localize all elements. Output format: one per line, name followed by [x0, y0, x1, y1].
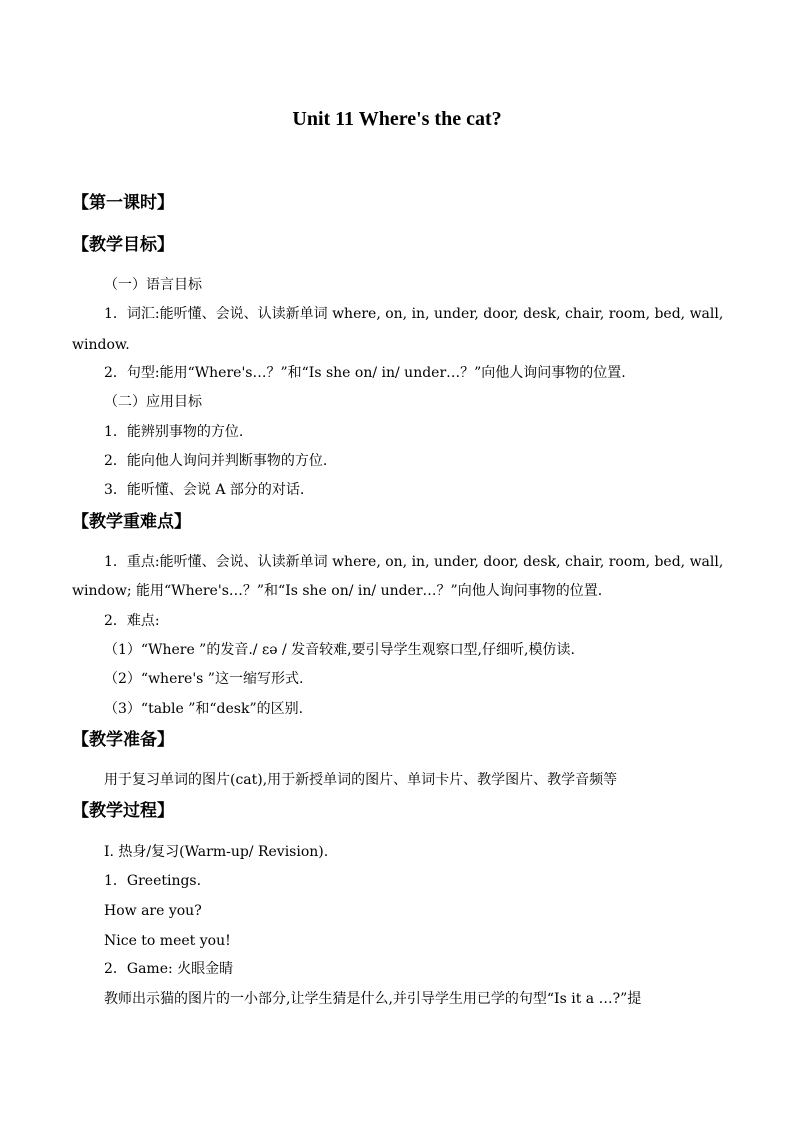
greeting-nice: Nice to meet you!: [104, 933, 231, 949]
process-heading: 【教学过程】: [72, 801, 174, 821]
key-point-1: 1．重点:能听懂、会说、认读新单词 where, on, in, under, door, desk, chair, room, bed, wall,: [104, 554, 724, 570]
app-goal-1: 1．能辨别事物的方位.: [104, 424, 244, 440]
process-step-1: I. 热身/复习(Warm-up/ Revision).: [104, 844, 329, 860]
difficulty-1: （1）“Where ”的发音./ εə / 发音较难,要引导学生观察口型,仔细听,模仿读.: [104, 642, 575, 658]
lesson-heading: 【第一课时】: [72, 193, 174, 213]
key-point-2: 2．难点:: [104, 613, 160, 629]
difficulty-2: （2）“where's ”这一缩写形式.: [104, 671, 304, 687]
app-goal-3: 3．能听懂、会说 A 部分的对话.: [104, 482, 305, 498]
key-points-heading: 【教学重难点】: [72, 512, 191, 532]
goals-heading: 【教学目标】: [72, 235, 174, 255]
app-goal-2: 2．能向他人询问并判断事物的方位.: [104, 453, 328, 469]
prep-heading: 【教学准备】: [72, 730, 174, 750]
lang-goal-title: （一）语言目标: [104, 277, 202, 293]
game-description: 教师出示猫的图片的一小部分,让学生猜是什么,并引导学生用已学的句型“Is it a …?”提: [104, 991, 642, 1007]
key-point-1-cont: window; 能用“Where's…？”和“Is she on/ in/ under…？”向他人询问事物的位置.: [72, 583, 603, 599]
difficulty-3: （3）“table ”和“desk”的区别.: [104, 701, 304, 717]
lang-goal-1: 1．词汇:能听懂、会说、认读新单词 where, on, in, under, door, desk, chair, room, bed, wall,: [104, 306, 724, 322]
lang-goal-1-cont: window.: [72, 337, 130, 353]
game-label: 2．Game: 火眼金睛: [104, 961, 234, 977]
greetings-label: 1．Greetings.: [104, 873, 202, 889]
document-title: Unit 11 Where's the cat?: [292, 108, 502, 130]
lang-goal-2: 2．句型:能用“Where's…？”和“Is she on/ in/ under…？”向他人询问事物的位置.: [104, 365, 626, 381]
greeting-how: How are you?: [104, 903, 202, 919]
prep-text: 用于复习单词的图片(cat),用于新授单词的图片、单词卡片、教学图片、教学音频等: [104, 772, 618, 788]
app-goal-title: （二）应用目标: [104, 394, 202, 410]
